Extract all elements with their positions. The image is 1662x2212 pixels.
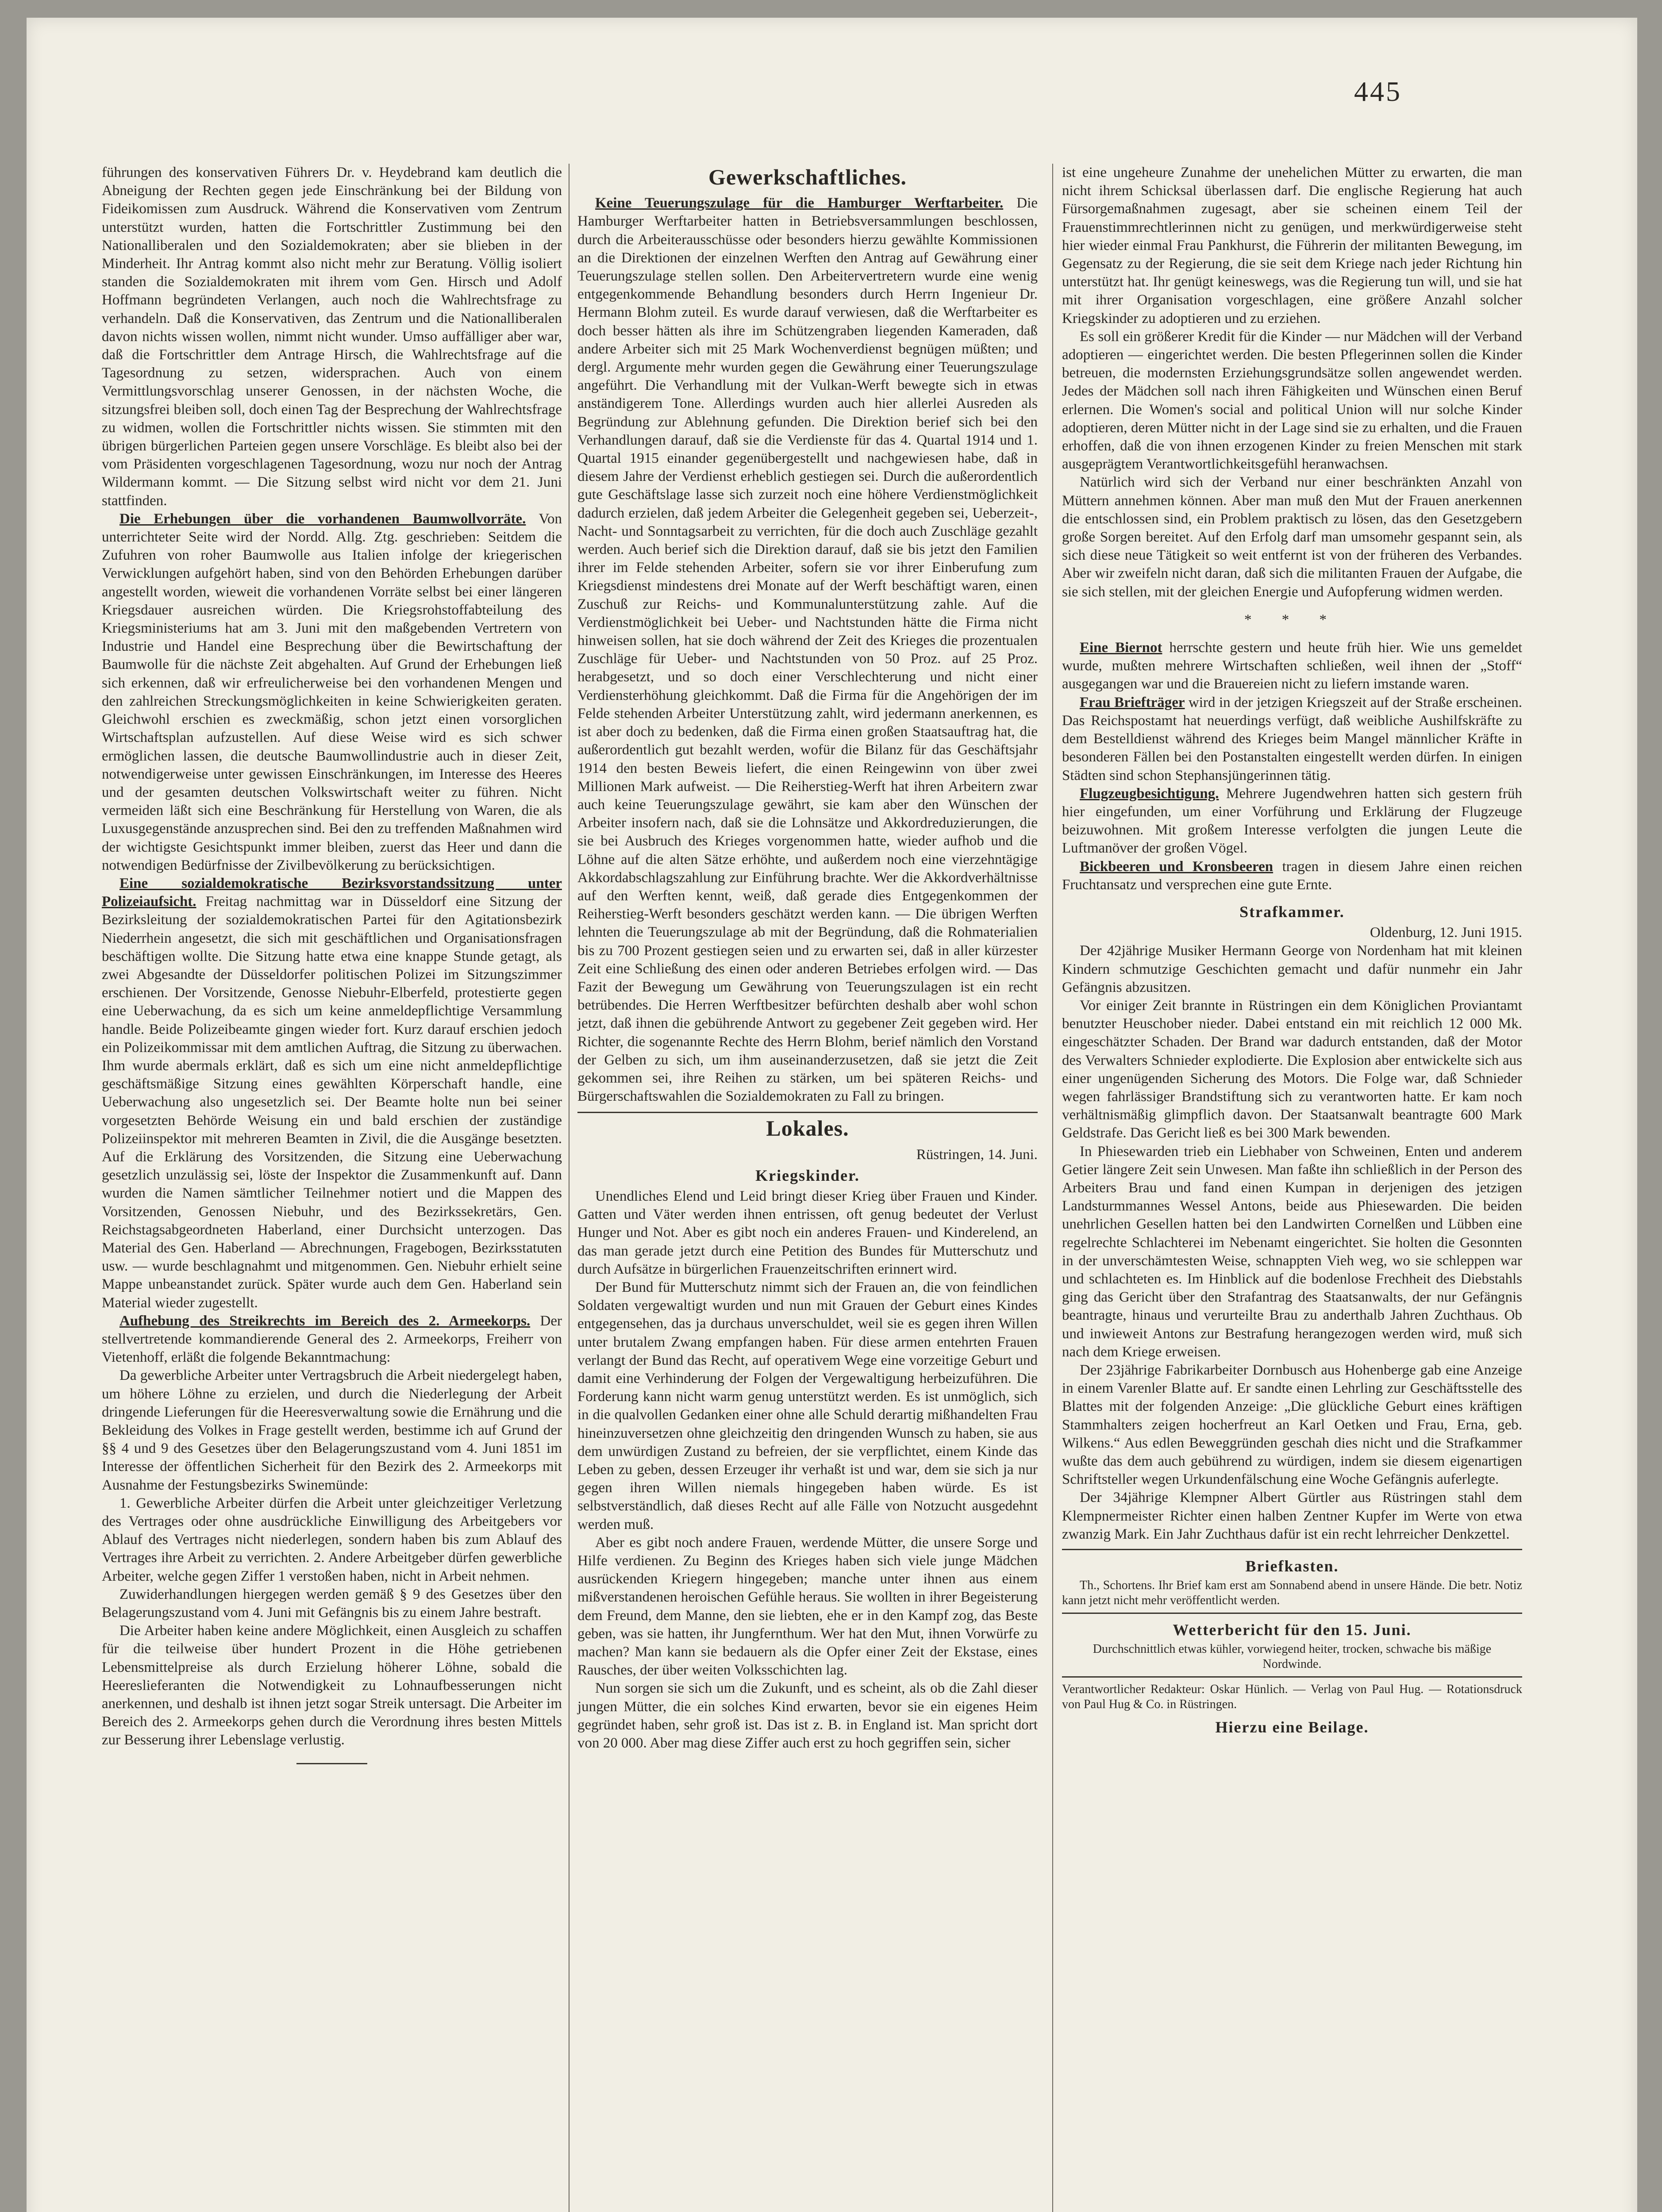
column-divider xyxy=(1052,164,1053,2212)
article-heading: Die Erhebungen über die vorhandenen Baumwollvorräte. xyxy=(119,511,526,527)
article-heading: Eine sozialdemokratische Bezirksvorstandssitzung unter Polizeiaufsicht. xyxy=(102,875,562,910)
article-heading: Keine Teuerungszulage für die Hamburger Werftarbeiter. xyxy=(595,195,1004,211)
article-paragraph: Es soll ein größerer Kredit für die Kinder — nur Mädchen will der Verband adoptieren — eingerichtet werden. Die besten Pflegerinnen sollen die Kinder betreuen, die modernsten Erziehungsgrundsätze sollen angewendet werden. Jedes der Mädchen soll nach ihren Fähigkeiten und Wünschen einen Beruf erlernen. Die Women's social and political Union will nur solche Kinder adoptieren, deren Mütter nicht in der Lage sind sie zu erhalten, und die Frauen erhoffen, daß die von ihnen erzogenen Kinder zu freien Menschen mit stark ausgeprägtem Verantwortlichkeitsgefühl heranwachsen. xyxy=(1062,328,1522,472)
article-heading: Frau Briefträger xyxy=(1080,694,1185,710)
column-1 xyxy=(102,164,562,1778)
article-paragraph: Nun sorgen sie sich um die Zukunft, und es scheint, als ob die Zahl dieser jungen Mütter, die ein solches Kind erwarten, bevor sie ein eigenes Heim gegründet haben, sehr groß ist. Das ist z. B. in England ist. Man spricht dort von 20 000. Aber mag diese Ziffer auch erst zu hoch gegriffen sein, sicher xyxy=(577,1680,1038,1751)
separator-stars: * * * xyxy=(1244,611,1340,628)
section-title-lokales: Lokales. xyxy=(766,1116,849,1141)
briefkasten-box xyxy=(1062,1549,1522,1614)
article-paragraph: Die Arbeiter haben keine andere Möglichkeit, einen Ausgleich zu schaffen für die teilweise über hundert Prozent in die Höhe getriebenen Lebensmittelpreise als durch Erzielung höherer Löhne, sobald die Heereslieferanten die Notwendigkeit zu Lohnaufbesserungen nicht anerkennen, und deshalb ist ihnen jetzt sogar Streik untersagt. Die Arbeiter im Bereich des 2. Armeekorps gehen durch die Verordnung ihres besten Mittels zur Besserung ihrer Lebenslage verlustig. xyxy=(102,1623,562,1748)
page-number: 445 xyxy=(1354,76,1402,107)
end-rule xyxy=(296,1763,367,1764)
section-title-briefkasten: Briefkasten. xyxy=(1245,1557,1339,1575)
supplement-notice: Hierzu eine Beilage. xyxy=(1215,1718,1369,1736)
article-paragraph: wird in der jetzigen Kriegszeit auf der Straße erscheinen. Das Reichspostamt hat neuerdings verfügt, daß weibliche Aushilfskräfte zu dem Bestelldienst während des Krieges beim Mangel männlicher Kräfte in besonderen Fällen bei den Postanstalten eingestellt werden dürfen. In einigen Städten sind schon Stephansjüngerinnen tätig. xyxy=(1062,694,1523,783)
weather-box xyxy=(1062,1614,1522,1678)
article-heading: Kriegskinder. xyxy=(755,1166,860,1184)
article-paragraph: Der Bund für Mutterschutz nimmt sich der Frauen an, die von feindlichen Soldaten vergewaltigt wurden und nun mit Grauen der Geburt eines Kindes entgegensehen, das ja durchaus unverschuldet, weil sie es gegen ihren Willen unter brutalem Zwang empfangen haben. Für diese armen entehrten Frauen verlangt der Bund das Recht, auf operativem Wege eine vorzeitige Geburt und damit eine Verhinderung der Folgen der Vergewaltigung herbeizuführen. Die Forderung kann nicht warm genug unterstützt werden. Es ist unmöglich, sich in die qualvollen Gedanken einer ohne alle Schuld derartig mißhandelten Frau hineinzuversetzen ohne gleichzeitig den dringenden Wunsch zu haben, sie aus dem unwürdigen Zustand zu befreien, der sie verpflichtet, einem Kinde das Leben zu geben, dessen Erzeuger ihr verhaßt ist und war, dem sie sich ja nur gegen ihren Willen niemals hingegeben haben würde. Es ist selbstverständlich, daß dieses Recht auf alle Fälle von Notzucht ausgedehnt werden muß. xyxy=(577,1279,1038,1532)
article-paragraph: ist eine ungeheure Zunahme der unehelichen Mütter zu erwarten, die man nicht ihrem Schicksal überlassen darf. Die englische Regierung hat auch Fürsorgemaßnahmen zugesagt, aber sie scheinen einem Teil der Frauenstimmrechtlerinnen nicht zu genügen, und merkwürdigerweise steht hier wieder einmal Frau Pankhurst, die Führerin der militanten Bewegung, im Gegensatz zu der Regierung, die sie seit dem Kriege nach jeder Richtung hin unterstützt hat. Ihr genügt keineswegs, was die Regierung tun will, und sie hat mit ihrer Organisation vorgeschlagen, eine größere Anzahl solcher Kriegskinder zu adoptieren und zu erziehen. xyxy=(1062,165,1522,326)
article-paragraph: Aber es gibt noch andere Frauen, werdende Mütter, die unsere Sorge und Hilfe verdienen. Zu Beginn des Krieges haben sich viele junge Mädchen ausrückenden Kriegern hingegeben; manche unter ihnen aus einem mißverstandenen heroischen Gefühle heraus. Sie wollten in ihrer Begeisterung dem Freund, dem Manne, den sie liebten, ehe er in den Kampf zog, das Beste geben, was sie hatten, ihr Jungfernthum. Wer hat den Mut, ihnen Vorwürfe zu machen? Man kann sie bedauern als die Opfer einer Zeit der Ekstase, eines Rausches, der über weiten Volksschichten lag. xyxy=(577,1534,1038,1678)
weather-text: Durchschnittlich etwas kühler, vorwiegend heiter, trocken, schwache bis mäßige Nordwinde. xyxy=(1093,1642,1492,1671)
article-paragraph: führungen des konservativen Führers Dr. v. Heydebrand kam deutlich die Abneigung der Rechten gegen jede Einschränkung bei der Bildung von Fideikomissen zum Ausdruck. Während die Konservativen vom Zentrum unterstützt wurden, hatten die Fortschrittler Zustimmung bei den Nationalliberalen und den Sozialdemokraten; aber sie blieben in der Minderheit. Ihr Antrag kommt also nicht mehr zur Beratung. Völlig isoliert standen die Sozialdemokraten mit ihrem vom Gen. Hirsch und Adolf Hoffmann begründeten Verlangen, auch noch die Wahlrechtsfrage zu verhandeln. Daß die Konservativen, das Zentrum und die Nationalliberalen davon nichts wissen wollen, nimmt nicht wunder. Umso auffälliger aber war, daß die Fortschrittler dem Antrage Hirsch, die Wahlrechtsfrage auf die Tagesordnung zu setzen, widersprachen. Auch von einem Vermittlungsvorschlag unserer Genossen, in der nächsten Woche, die sitzungsfrei bleiben soll, doch einen Tag der Besprechung der Wahlrechtsfrage zu widmen, wollen die Fortschrittler nichts wissen. Sie stimmten mit den übrigen bürgerlichen Parteien gegen unsere Vorschläge. Es bleibt also bei der vom Präsidenten vorgeschlagenen Tagesordnung, wozu nur noch der Antrag Wildermann kommt. — Die Sitzung selbst wird nicht vor dem 21. Juni stattfinden. xyxy=(102,165,562,509)
article-heading: Eine Biernot xyxy=(1080,640,1162,656)
section-title-strafkammer: Strafkammer. xyxy=(1239,902,1345,921)
article-paragraph: Zuwiderhandlungen hiergegen werden gemäß § 9 des Gesetzes über den Belagerungszustand vom 4. Juni mit Gefängnis bis zu einem Jahre bestraft. xyxy=(102,1586,562,1621)
article-heading: Flugzeugbesichtigung. xyxy=(1080,785,1219,802)
article-paragraph: Vor einiger Zeit brannte in Rüstringen ein dem Königlichen Proviantamt benutzter Heuschober nieder. Dabei entstand ein mit reichlich 12 000 Mk. eingeschätzter Schaden. Der Brand war dadurch entstanden, daß der Motor des Verwalters Schnieder explodierte. Die Explosion aber entwickelte sich aus einer ungenügenden Sicherung des Motors. Die Folge war, daß Schnieder wegen fahrlässiger Brandstiftung sich zu verantworten hatte. Er kam noch verhältnismäßig glimpflich davon. Der Staatsanwalt beantragte 600 Mark Geldstrafe. Das Gericht ließ es bei 300 Mark bewenden. xyxy=(1062,997,1522,1141)
article-paragraph: herrschte gestern und heute früh hier. Wie uns gemeldet wurde, mußten mehrere Wirtschaften schließen, weil ihnen der „Stoff“ ausgegangen war und die Brauereien nicht zu liefern imstande waren. xyxy=(1062,640,1523,692)
article-paragraph: In Phiesewarden trieb ein Liebhaber von Schweinen, Enten und anderem Getier längere Zeit sein Unwesen. Man faßte ihn schließlich in der Person des Arbeiters Brau und fand einen Kumpan in derjenigen des jetzigen Landsturmmannes Wessel Antons, beide aus Phiesewarden. Die beiden unehrlichen Gesellen hatten bei den Landwirten Cornelßen und Lübben eine regelrechte Schlachterei im Nebenamt eingerichtet. Sie holten die Gesonnten in der unverschämtesten Weise, schnappten Vieh weg, wo sie schleppen war und schlachteten es. Im Hinblick auf die bodenlose Frechheit des Diebstahls ging das Gericht über den Strafantrag des Staatsanwalts, der nur Gefängnis beantragte, hinaus und verurteilte Brau zu anderthalb Jahren Zuchthaus. Ob und inwieweit Antons zur Bestrafung herangezogen werden wird, muß sich nach dem Kriege erweisen. xyxy=(1062,1143,1522,1360)
imprint: Verantwortlicher Redakteur: Oskar Hünlich. — Verlag von Paul Hug. — Rotationsdruck von Paul Hug & Co. in Rüstringen. xyxy=(1062,1682,1522,1712)
section-title-gewerkschaftliches: Gewerkschaftliches. xyxy=(708,165,907,189)
article-paragraph: 1. Gewerbliche Arbeiter dürfen die Arbeit unter gleichzeitiger Verletzung des Vertrages oder ohne ausdrückliche Einwilligung des Arbeitgebers vor Ablauf des Vertrages nicht niederlegen, sondern haben bis zum Ablauf des Vertrages ihre Arbeit zu verrichten. 2. Andere Arbeitgeber dürfen gewerbliche Arbeiter, welche gegen Ziffer 1 verstoßen haben, nicht in Arbeit nehmen. xyxy=(102,1495,562,1584)
article-paragraph: Von unterrichteter Seite wird der Nordd. Allg. Ztg. geschrieben: Seitdem die Zufuhren von roher Baumwolle aus Italien infolge der kriegerischen Verwicklungen aufgehört haben, sind von den Behörden Erhebungen darüber angestellt worden, wieweit die vorhandenen Vorräte selbst bei einer längeren Kriegsdauer ausreichen würden. Die Kriegsrohstoffabteilung des Kriegsministeriums hat am 3. Juni mit den maßgebenden Vertretern von Industrie und Handel eine Besprechung über die Bewirtschaftung der Baumwolle für die nächste Zeit abgehalten. Auf Grund der Erhebungen ließ sich erkennen, daß wir erfreulicherweise bei den vorhandenen Mengen und den zahlreichen Streckungsmöglichkeiten in keine Schwierigkeiten geraten. Gleichwohl erschien es zweckmäßig, schon jetzt einen vorsorglichen Wirtschaftsplan aufzustellen. Auf diese Weise wird es sich schwer ermöglichen lassen, die deutsche Baumwollindustrie auch in dieser Zeit, notwendigerweise unter gewissen Einschränkungen, im Interesse des Heeres und der gesamten deutschen Volkswirtschaft weiter zu führen. Nicht vermeiden läßt sich eine Beschränkung für Herstellung von Waren, die als Luxusgegenstände anzusprechen sind. Bei den zu treffenden Maßnahmen wird der wichtigste Gesichtspunkt immer bleiben, zuerst das Heer und dann die notwendigen Bedürfnisse der Zivilbevölkerung zu berücksichtigen. xyxy=(102,511,562,873)
article-paragraph: Unendliches Elend und Leid bringt dieser Krieg über Frauen und Kinder. Gatten und Väter werden ihnen entrissen, oft genug bedeutet der Verlust Hunger und Not. Aber es gibt noch ein anderes Frauen- und Kinderelend, an das man gerade jetzt durch eine Petition des Bundes für Mutterschutz und durch Aufsätze in bürgerlichen Frauenzeitschriften erinnert wird. xyxy=(577,1188,1038,1277)
article-paragraph: Der 42jährige Musiker Hermann George von Nordenham hat mit kleinen Kindern schmutzige Geschichten gemacht und dafür nunmehr ein Jahr Gefängnis abzusitzen. xyxy=(1062,943,1522,995)
dateline: Oldenburg, 12. Juni 1915. xyxy=(1370,925,1522,941)
newspaper-page xyxy=(27,18,1637,2212)
column-3 xyxy=(1062,164,1522,1740)
article-heading: Bickbeeren und Kronsbeeren xyxy=(1080,858,1273,875)
article-paragraph: Da gewerbliche Arbeiter unter Vertragsbruch die Arbeit niedergelegt haben, um höhere Löhne zu erzielen, und durch die Niederlegung der Arbeit dringende Lieferungen für die Heeresverwaltung sowie die Ernährung und die Bekleidung des Volkes in Frage gestellt werden, bestimme ich auf Grund der §§ 4 und 9 des Gesetzes über den Belagerungszustand vom 4. Juni 1851 im Interesse der öffentlichen Sicherheit für den Bezirk des 2. Armeekorps mit Ausnahme der Festungsbezirks Swinemünde: xyxy=(102,1367,562,1493)
article-paragraph: Natürlich wird sich der Verband nur einer beschränkten Anzahl von Müttern annehmen können. Aber man muß den Mut der Frauen anerkennen die entschlossen sind, ein Problem praktisch zu lösen, das den Gesetzgebern große Sorgen bereitet. Auf den Erfolg darf man umsomehr gespannt sein, als sich diese neue Tätigkeit so weit entfernt ist von der früheren des Verbandes. Aber wir zweifeln nicht daran, daß sich die militanten Frauen der Aufgabe, die sie sich stellen, mit der gleichen Energie und Aufopferung widmen werden. xyxy=(1062,474,1522,600)
article-heading: Aufhebung des Streikrechts im Bereich des 2. Armeekorps. xyxy=(119,1313,531,1329)
column-2 xyxy=(577,164,1038,1752)
article-paragraph: Die Hamburger Werftarbeiter hatten in Betriebsversammlungen beschlossen, durch die Arbeiterausschüsse oder besonders hierzu gewählte Kommissionen an die Direktionen der einzelnen Werften den Antrag auf Gewährung einer Teuerungszulage stellen sollen. Den Arbeitervertretern wurde eine wenig entgegenkommende Behandlung besonders durch Herrn Ingenieur Dr. Hermann Blohm zuteil. Es wurde darauf verwiesen, daß die Werftarbeiter es doch besser hätten als ihre im Schützengraben liegenden Kameraden, daß andere Arbeiter sich mit 25 Mark Wochenverdienst begnügen müßten; und dergl. Argumente mehr wurden gegen die Gewährung einer Teuerungszulage angeführt. Die Verhandlung mit der Vulkan-Werft bewegte sich in etwas anständigerem Tone. Allerdings wurden auch hier allerlei Ausreden als Begründung zur Ablehnung gefunden. Die Direktion berief sich bei den Verhandlungen darauf, daß sie die Verdienste für das 4. Quartal 1914 und 1. Quartal 1915 einander gegenübergestellt und nachgewiesen habe, daß in diesem Jahre der Verdienst erheblich gestiegen sei. Durch die außerordentlich gute Geschäftslage lasse sich zurzeit noch eine höhere Verdienstmöglichkeit dadurch erzielen, daß jedem Arbeiter die Gelegenheit gegeben sei, Ueberzeit-, Nacht- und Sonntagsarbeit zu verrichten, für die doch auch Zuschläge gezahlt werden. Auch berief sich die Direktion darauf, daß sie bis jetzt den Familien ihrer im Felde stehenden Arbeiter, sofern sie vor ihrer Einberufung zum Kriegsdienst mindestens drei Monate auf der Werft beschäftigt waren, einen Zuschuß zur Reichs- und Kommunalunterstützung zahle. Auf die Verdienstmöglichkeit bei Ueber- und Nachtstunden hätte die Firma nicht hinweisen sollen, hat sie doch während der Zeit des Krieges die prozentualen Zuschläge für Ueber- und Nachtstunden von 50 Proz. auf 25 Proz. herabgesetzt, und so doch einer Verschlechterung und nicht einer Verdiensterhöhung gleichkommt. Daß die Firma für die Angehörigen der im Felde stehenden Arbeiter Unterstützung zahlt, wird jedermann anerkennen, es ist aber doch zu bedenken, daß die Firma einen großen Staatsauftrag hat, die außerordentlich gut bezahlt werden, wofür die Bilanz für das Geschäftsjahr 1914 den besten Beweis liefert, die einen Reingewinn von über zwei Millionen Mark aufweist. — Die Reiherstieg-Werft hat ihren Arbeitern zwar auch keine Teuerungszulage gewährt, sie kam aber den Wünschen der Arbeiter insofern nach, daß sie die Lohnsätze und Akkordreduzierungen, die sie bei Ausbruch des Krieges vorgenommen hatte, wieder aufhob und die Löhne auf die alten Sätze erhöhte, und außerdem noch eine vierzehntägige Akkordabschlagszahlung zur Einführung brachte. Wer die Akkordverhältnisse auf den Werften kennt, weiß, daß gerade dies Entgegenkommen der Reiherstieg-Werft besonders geschätzt werden kann. — Die übrigen Werften lehnten die Teuerungszulage ab mit der Begründung, daß die Rohmaterialien bis zu 700 Prozent gestiegen seien und zu erwarten sei, daß in aller kürzester Zeit eine Schließung des einen oder anderen Betriebes erfolgen wird. — Das Fazit der Bewegung um Gewährung von Teuerungszulagen ist ein recht betrübendes. Die Herren Werftbesitzer befürchten deshalb aber wohl schon jetzt, daß ihnen die gebührende Antwort zu gegebener Zeit gegeben wird. Her Richter, die sogenannte Rechte des Herrn Blohm, berief nämlich den Vorstand der Gelben zu sich, um ihm auseinanderzusetzen, daß sie jetzt die Zeit gekommen sei, ihre Reihen zu stärken, um bei späteren Reichs- und Bürgerschaftswahlen die Sozialdemokraten zu Fall zu bringen. xyxy=(577,195,1038,1105)
section-rule xyxy=(577,1112,1038,1113)
article-paragraph: Th., Schortens. Ihr Brief kam erst am Sonnabend abend in unsere Hände. Die betr. Notiz kann jetzt nicht mehr veröffentlicht werden. xyxy=(1062,1578,1522,1608)
article-paragraph: Mehrere Jugendwehren hatten sich gestern früh hier eingefunden, um einer Vorführung und Erklärung der Flugzeuge beizuwohnen. Mit großem Interesse verfolgten die jungen Leute die Luftmanöver der großen Vögel. xyxy=(1062,785,1523,856)
dateline: Rüstringen, 14. Juni. xyxy=(916,1146,1038,1163)
article-paragraph: Der 34jährige Klempner Albert Gürtler aus Rüstringen stahl dem Klempnermeister Richter einen halben Zentner Kupfer im Werte von etwa zwanzig Mark. Ein Jahr Zuchthaus dafür ist ein recht lehrreicher Denkzettel. xyxy=(1062,1490,1522,1542)
article-paragraph: tragen in diesem Jahre einen reichen Fruchtansatz und versprechen eine gute Ernte. xyxy=(1062,858,1523,893)
article-paragraph: Freitag nachmittag war in Düsseldorf eine Sitzung der Bezirksleitung der sozialdemokratischen Partei für den Agitationsbezirk Niederrhein angesetzt, die sich mit geschäftlichen und Organisationsfragen beschäftigen wollte. Die Sitzung hatte etwa eine knappe Stunde getagt, als zwei Abgesandte der Düsseldorfer politischen Polizei im Sitzungszimmer erschienen. Der Vorsitzende, Genosse Niebuhr-Elberfeld, protestierte gegen eine Ueberwachung, da es sich um keine anmeldepflichtige Versammlung handle. Beide Polizeibeamte gingen wieder fort. Kurz darauf erschien jedoch ein Polizeikommissar mit dem amtlichen Auftrag, die Sitzung zu überwachen. Ihm wurde abermals erklärt, daß es sich um eine nicht anmeldepflichtige geschäftsmäßige Sitzung eines gewählten Körperschaft handle, eine Ueberwachung also ungesetzlich sei. Der Beamte holte nun bei seiner vorgesetzten Behörde Weisung ein und bald erschien der zuständige Polizeiinspektor mit mehreren Beamten in Zivil, die die Ausgänge besetzten. Auf die Erklärung des Vorsitzenden, die Sitzung eine Ueberwachung gesetzlich unzulässig sei, löste der Inspektor die Zusammenkunft auf. Dann wurden die Namen sämtlicher Teilnehmer notiert und die Mappen des Vorsitzenden, Genossen Niebuhr, und des Bezirkssekretärs, Gen. Reichstagsabgeordneten Haberland, einer Durchsicht unterzogen. Das Material des Gen. Haberland — Abrechnungen, Fragebogen, Bezirksstatuten usw. — wurde beschlagnahmt und mitgenommen. Gen. Niebuhr erhielt seine Mappe unbeanstandet zurück. Später wurde auch dem Gen. Haberland sein Material wieder zugestellt. xyxy=(102,894,562,1311)
section-title-wetterbericht: Wetterbericht für den 15. Juni. xyxy=(1173,1621,1412,1639)
article-paragraph: Der stellvertretende kommandierende General des 2. Armeekorps, Freiherr von Vietenhoff, erläßt die folgende Bekanntmachung: xyxy=(102,1313,562,1366)
article-paragraph: Der 23jährige Fabrikarbeiter Dornbusch aus Hohenberge gab eine Anzeige in einem Varenler Blatte auf. Er sandte einen Lehrling zur Geschäftsstelle des Blattes mit der folgenden Anzeige: „Die glückliche Geburt eines kräftigen Stammhalters zeigen hocherfreut an Karl Oetken und Frau, Erna, geb. Wilkens.“ Aus edlen Beweggründen geschah dies nicht und die Strafkammer wußte das dem auch gebührend zu würdigen, indem sie diesem eigenartigen Schriftsteller wegen Urkundenfälschung eine Woche Gefängnis auferlegte. xyxy=(1062,1362,1522,1488)
